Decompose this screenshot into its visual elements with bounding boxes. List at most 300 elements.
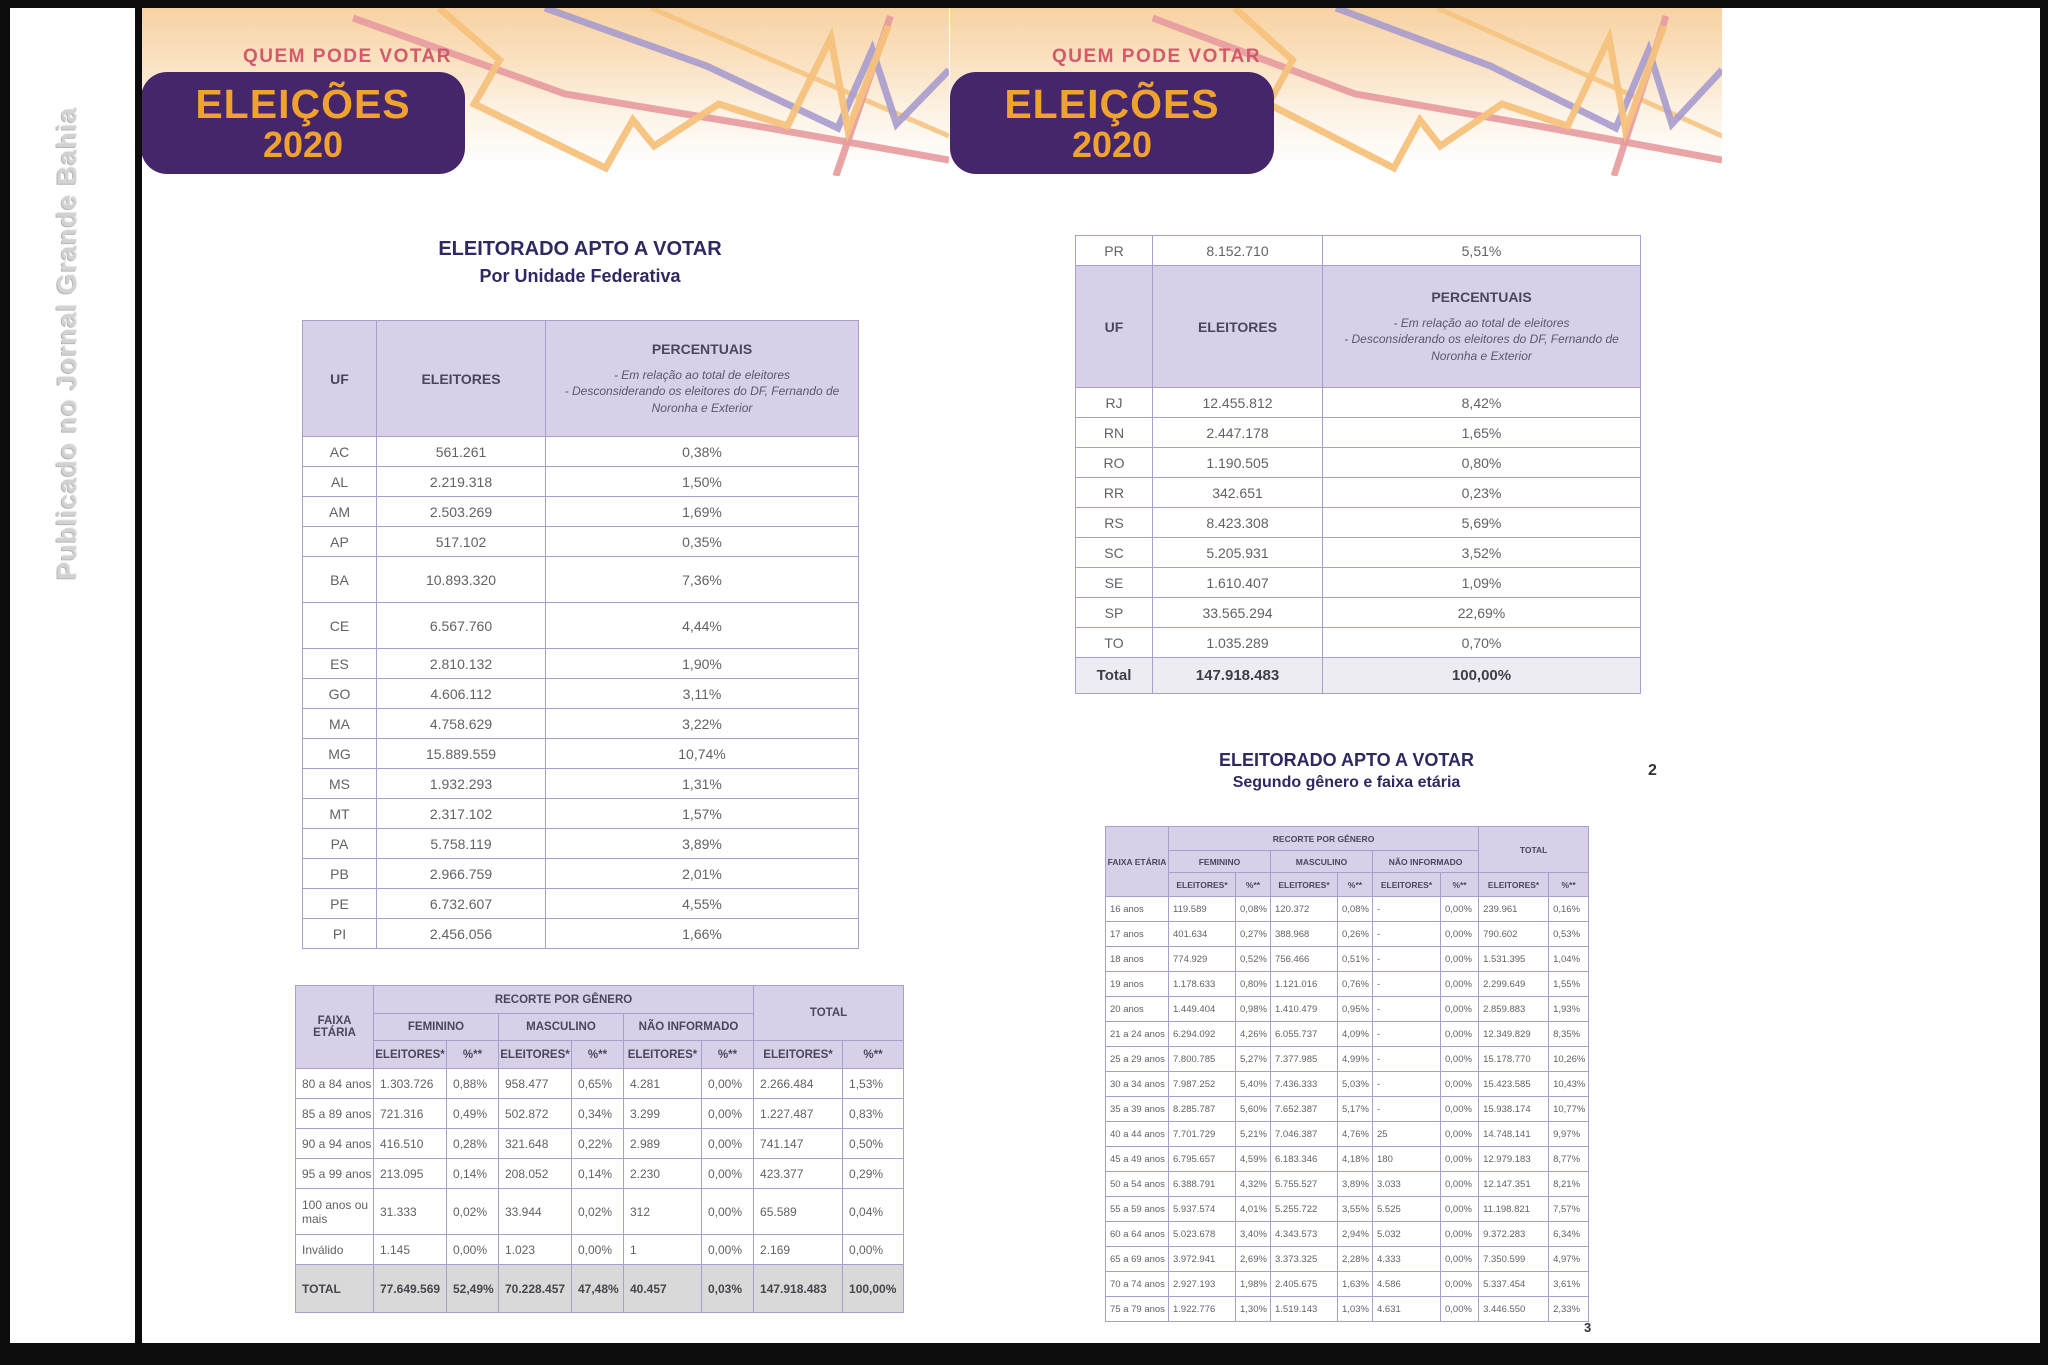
cell-value: 5.032 [1373,1222,1441,1247]
page-number-3: 3 [1584,1320,1592,1335]
elections-title: ELEIÇÕES [195,80,411,127]
page-number-2: 2 [1648,762,1657,779]
column-header-percentuais [546,321,859,437]
cell-value: - [1373,922,1441,947]
cell-eleitores: 8.423.308 [1153,508,1323,538]
cell-value: 0,26% [1338,922,1373,947]
cell-value: 5,17% [1338,1097,1373,1122]
column-header-recorte-genero: RECORTE POR GÊNERO [374,986,754,1014]
cell-value: 0,00% [702,1235,754,1265]
cell-uf: PA [303,829,377,859]
cell-eleitores: 4.758.629 [377,709,546,739]
column-header-nao-informado: NÃO INFORMADO [624,1014,754,1041]
cell-faixa: 19 anos [1106,972,1169,997]
percentuais-note [546,367,858,416]
cell-uf: SC [1076,538,1153,568]
cell-value: 1,03% [1338,1297,1373,1322]
header-eyebrow: QUEM PODE VOTAR [1052,46,1261,67]
cell-eleitores: 1.932.293 [377,769,546,799]
cell-value: 4,99% [1338,1047,1373,1072]
cell-value: 4.631 [1373,1297,1441,1322]
cell-percentual: 3,11% [546,679,859,709]
cell-value: 2,94% [1338,1222,1373,1247]
age-gender-table-left [295,985,904,1313]
cell-value: 0,14% [572,1159,624,1189]
cell-value: 1,55% [1549,972,1589,997]
cell-value: 0,27% [1236,922,1271,947]
cell-value: - [1373,1072,1441,1097]
cell-faixa: 65 a 69 anos [1106,1247,1169,1272]
column-header-recorte-genero: RECORTE POR GÊNERO [1169,827,1479,851]
cell-value: 0,00% [1441,1147,1479,1172]
table-row [1106,1297,1589,1322]
cell-percentual: 10,74% [546,739,859,769]
cell-value: 4,09% [1338,1022,1373,1047]
cell-value: 47,48% [572,1265,624,1313]
column-header-eleitores: ELEITORES [377,321,546,437]
cell-eleitores: 10.893.320 [377,557,546,603]
elections-badge [141,72,465,174]
cell-value: 7.800.785 [1169,1047,1236,1072]
cell-faixa: Inválido [296,1235,374,1265]
cell-value: 9,97% [1549,1122,1589,1147]
table-row [303,919,859,949]
cell-value: 2,69% [1236,1247,1271,1272]
column-header-eleitores: ELEITORES* [374,1041,447,1069]
cell-value: 4,32% [1236,1172,1271,1197]
cell-value: 1.449.404 [1169,997,1236,1022]
cell-value: 0,02% [572,1189,624,1235]
cell-faixa: 16 anos [1106,897,1169,922]
cell-faixa: 35 a 39 anos [1106,1097,1169,1122]
cell-value: - [1373,1097,1441,1122]
cell-uf: RN [1076,418,1153,448]
elections-year: 2020 [262,123,344,165]
table-row [303,679,859,709]
cell-eleitores: 33.565.294 [1153,598,1323,628]
cell-value: 7.350.599 [1479,1247,1549,1272]
column-header-pct: %** [572,1041,624,1069]
column-header-pct: %** [1236,873,1271,897]
cell-value: 4,18% [1338,1147,1373,1172]
cell-value: 180 [1373,1147,1441,1172]
cell-value: 1.145 [374,1235,447,1265]
cell-value: 2.230 [624,1159,702,1189]
cell-value: 0,83% [843,1099,904,1129]
cell-value: 0,29% [843,1159,904,1189]
cell-value: 756.466 [1271,947,1338,972]
cell-value: 12.979.183 [1479,1147,1549,1172]
cell-value: 3.446.550 [1479,1297,1549,1322]
table-row [296,1129,904,1159]
note-line-2: - Desconsiderando os eleitores do DF, Fernando de Noronha e Exterior [1344,332,1619,363]
cell-uf: BA [303,557,377,603]
cell-value: 8,77% [1549,1147,1589,1172]
cell-eleitores: 6.567.760 [377,603,546,649]
cell-value: 3,61% [1549,1272,1589,1297]
cell-value: 0,00% [1441,972,1479,997]
table-row [1106,922,1589,947]
cell-value: 3.373.325 [1271,1247,1338,1272]
cell-eleitores: 12.455.812 [1153,388,1323,418]
cell-value: 0,00% [1441,947,1479,972]
table-row [1076,388,1641,418]
column-header-eleitores: ELEITORES* [1271,873,1338,897]
elections-badge [950,72,1274,174]
cell-uf: ES [303,649,377,679]
cell-value: 0,00% [1441,1097,1479,1122]
cell-value: - [1373,997,1441,1022]
cell-value: 239.961 [1479,897,1549,922]
section-title-left: ELEITORADO APTO A VOTAR [438,238,722,260]
cell-value: 70.228.457 [499,1265,572,1313]
cell-value: 2,33% [1549,1297,1589,1322]
uf-table-left [302,320,859,949]
cell-value: 1.178.633 [1169,972,1236,997]
document-paper [10,8,2040,1343]
cell-value: 1.303.726 [374,1069,447,1099]
column-header-masculino: MASCULINO [1271,851,1373,873]
cell-eleitores: 147.918.483 [1153,658,1323,694]
cell-value: 40.457 [624,1265,702,1313]
percentuais-title: PERCENTUAIS [651,341,753,358]
cell-value: 25 [1373,1122,1441,1147]
cell-value: 10,43% [1549,1072,1589,1097]
cell-value: 4.333 [1373,1247,1441,1272]
cell-value: 3,40% [1236,1222,1271,1247]
cell-value: 120.372 [1271,897,1338,922]
table-row [1106,1197,1589,1222]
cell-value: 423.377 [754,1159,843,1189]
table-header-row [296,1041,904,1069]
cell-uf: AM [303,497,377,527]
table-row [1076,568,1641,598]
cell-faixa: TOTAL [296,1265,374,1313]
cell-value: 4,59% [1236,1147,1271,1172]
cell-uf: AC [303,437,377,467]
cell-faixa: 18 anos [1106,947,1169,972]
column-header-pct: %** [1549,873,1589,897]
cell-value: 4,26% [1236,1022,1271,1047]
cell-value: 33.944 [499,1189,572,1235]
cell-faixa: 50 a 54 anos [1106,1172,1169,1197]
cell-value: 0,00% [702,1129,754,1159]
cell-percentual: 1,57% [546,799,859,829]
cell-percentual: 4,44% [546,603,859,649]
cell-value: 7.436.333 [1271,1072,1338,1097]
section-subtitle-right: Segundo gênero e faixa etária [1232,774,1461,791]
cell-uf: MT [303,799,377,829]
table-row [303,709,859,739]
cell-uf: SE [1076,568,1153,598]
cell-value: 1.531.395 [1479,947,1549,972]
cell-uf: RS [1076,508,1153,538]
uf-table-right [1075,235,1641,694]
cell-value: 6.055.737 [1271,1022,1338,1047]
cell-value: 10,77% [1549,1097,1589,1122]
cell-value: 0,03% [702,1265,754,1313]
cell-value: 6.294.092 [1169,1022,1236,1047]
column-header-eleitores: ELEITORES [1153,266,1323,388]
cell-faixa: 70 a 74 anos [1106,1272,1169,1297]
column-header-eleitores: ELEITORES* [1373,873,1441,897]
table-row [303,739,859,769]
watermark-text: Publicado no Jornal Grande Bahia [52,106,82,580]
cell-value: 5,21% [1236,1122,1271,1147]
cell-eleitores: 2.503.269 [377,497,546,527]
cell-value: 8,21% [1549,1172,1589,1197]
column-header-uf: UF [1076,266,1153,388]
cell-value: 0,80% [1236,972,1271,997]
table-row [1076,508,1641,538]
cell-value: 7.046.387 [1271,1122,1338,1147]
cell-value: 5.023.678 [1169,1222,1236,1247]
cell-value: 0,34% [572,1099,624,1129]
cell-value: 0,04% [843,1189,904,1235]
cell-faixa: 95 a 99 anos [296,1159,374,1189]
cell-value: 0,00% [1441,997,1479,1022]
cell-value: 5,03% [1338,1072,1373,1097]
cell-value: 0,00% [1441,1172,1479,1197]
cell-percentual: 1,90% [546,649,859,679]
table-row [1076,478,1641,508]
cell-value: 6.795.657 [1169,1147,1236,1172]
cell-value: 1.023 [499,1235,572,1265]
cell-percentual: 0,23% [1323,478,1641,508]
table-row [1106,947,1589,972]
cell-value: 7.987.252 [1169,1072,1236,1097]
cell-percentual: 1,09% [1323,568,1641,598]
cell-value: 7.377.985 [1271,1047,1338,1072]
cell-value: 77.649.569 [374,1265,447,1313]
table-row [303,467,859,497]
table-row [296,1069,904,1099]
cell-faixa: 85 a 89 anos [296,1099,374,1129]
cell-value: 15.938.174 [1479,1097,1549,1122]
cell-value: 1.922.776 [1169,1297,1236,1322]
cell-value: 2.859.883 [1479,997,1549,1022]
cell-percentual: 4,55% [546,889,859,919]
cell-value: 721.316 [374,1099,447,1129]
cell-value: 2.266.484 [754,1069,843,1099]
note-line-1: - Em relação ao total de eleitores [1393,316,1570,331]
cell-value: 790.602 [1479,922,1549,947]
cell-value: 5.755.527 [1271,1172,1338,1197]
cell-eleitores: 15.889.559 [377,739,546,769]
cell-value: 0,00% [1441,1022,1479,1047]
cell-value: 502.872 [499,1099,572,1129]
cell-value: 1,98% [1236,1272,1271,1297]
cell-value: 3.033 [1373,1172,1441,1197]
cell-value: 0,00% [1441,1297,1479,1322]
cell-percentual: 1,66% [546,919,859,949]
cell-value: 1 [624,1235,702,1265]
elections-title: ELEIÇÕES [1004,80,1220,127]
column-header-pct: %** [1338,873,1373,897]
cell-value: 0,02% [447,1189,499,1235]
cell-value: 1,30% [1236,1297,1271,1322]
cell-value: 958.477 [499,1069,572,1099]
cell-value: - [1373,1022,1441,1047]
cell-value: 0,00% [702,1069,754,1099]
cell-percentual: 5,69% [1323,508,1641,538]
cell-value: 1.121.016 [1271,972,1338,997]
column-header-eleitores: ELEITORES* [1169,873,1236,897]
cell-value: 0,52% [1236,947,1271,972]
cell-value: 4,01% [1236,1197,1271,1222]
table-row [1106,972,1589,997]
cell-value: 0,49% [447,1099,499,1129]
cell-eleitores: 2.966.759 [377,859,546,889]
cell-value: 5.337.454 [1479,1272,1549,1297]
cell-percentual: 1,69% [546,497,859,527]
cell-faixa: 45 a 49 anos [1106,1147,1169,1172]
column-header-pct: %** [843,1041,904,1069]
cell-value: 6,34% [1549,1222,1589,1247]
table-row [1106,1072,1589,1097]
cell-uf: PE [303,889,377,919]
column-header-eleitores: ELEITORES* [1479,873,1549,897]
table-row [1076,448,1641,478]
cell-value: 312 [624,1189,702,1235]
cell-faixa: 75 a 79 anos [1106,1297,1169,1322]
column-header-pct: %** [447,1041,499,1069]
cell-eleitores: 2.456.056 [377,919,546,949]
header-eyebrow: QUEM PODE VOTAR [243,46,452,67]
table-header-row [296,986,904,1014]
cell-value: 3,55% [1338,1197,1373,1222]
table-row [296,1265,904,1313]
elections-year: 2020 [1071,123,1153,165]
cell-faixa: 90 a 94 anos [296,1129,374,1159]
cell-eleitores: 2.219.318 [377,467,546,497]
table-row [303,799,859,829]
cell-faixa: 21 a 24 anos [1106,1022,1169,1047]
table-row [1106,1247,1589,1272]
cell-value: 774.929 [1169,947,1236,972]
cell-faixa: 20 anos [1106,997,1169,1022]
cell-eleitores: 342.651 [1153,478,1323,508]
cell-value: 12.147.351 [1479,1172,1549,1197]
table-row [303,859,859,889]
cell-faixa: 80 a 84 anos [296,1069,374,1099]
cell-uf: MS [303,769,377,799]
cell-value: 388.968 [1271,922,1338,947]
cell-percentual: 8,42% [1323,388,1641,418]
cell-value: 0,76% [1338,972,1373,997]
table-row [296,1189,904,1235]
table-row [1106,997,1589,1022]
age-gender-table-right [1105,826,1589,1322]
cell-percentual: 2,01% [546,859,859,889]
cell-value: 0,00% [702,1189,754,1235]
cell-value: 7.652.387 [1271,1097,1338,1122]
cell-percentual: 0,70% [1323,628,1641,658]
cell-uf: RO [1076,448,1153,478]
table-row [1106,1272,1589,1297]
table-row [1076,538,1641,568]
cell-percentual: 1,50% [546,467,859,497]
cell-eleitores: 517.102 [377,527,546,557]
column-header-total: TOTAL [1479,827,1589,873]
cell-value: 0,88% [447,1069,499,1099]
cell-value: 4,76% [1338,1122,1373,1147]
section-title-right: ELEITORADO APTO A VOTAR [1218,750,1474,770]
cell-value: 100,00% [843,1265,904,1313]
cell-uf: GO [303,679,377,709]
table-header-row [1106,873,1589,897]
cell-value: 0,00% [1441,1272,1479,1297]
cell-percentual: 5,51% [1323,236,1641,266]
table-row [1106,1047,1589,1072]
cell-value: 0,00% [1441,897,1479,922]
cell-value: 0,51% [1338,947,1373,972]
column-header-pct: %** [702,1041,754,1069]
cell-value: 0,00% [1441,1072,1479,1097]
cell-value: 0,00% [1441,1047,1479,1072]
cell-value: 15.178.770 [1479,1047,1549,1072]
cell-value: 0,00% [447,1235,499,1265]
table-header-row [303,321,859,437]
cell-percentual: 1,31% [546,769,859,799]
note-line-1: - Em relação ao total de eleitores [613,368,791,383]
cell-eleitores: 1.035.289 [1153,628,1323,658]
sidebar-divider [135,8,142,1343]
cell-value: 5.525 [1373,1197,1441,1222]
cell-faixa: 100 anos ou mais [296,1189,374,1235]
cell-value: 65.589 [754,1189,843,1235]
cell-value: 3.299 [624,1099,702,1129]
column-header-eleitores: ELEITORES* [624,1041,702,1069]
cell-value: 14.748.141 [1479,1122,1549,1147]
column-header-nao-informado: NÃO INFORMADO [1373,851,1479,873]
cell-value: 12.349.829 [1479,1022,1549,1047]
cell-value: 0,98% [1236,997,1271,1022]
cell-value: 0,00% [1441,1222,1479,1247]
cell-value: 8,35% [1549,1022,1589,1047]
cell-value: 0,00% [1441,922,1479,947]
cell-faixa: 40 a 44 anos [1106,1122,1169,1147]
cell-percentual: 0,38% [546,437,859,467]
table-row [303,649,859,679]
cell-value: 15.423.585 [1479,1072,1549,1097]
cell-percentual: 1,65% [1323,418,1641,448]
table-row [296,1159,904,1189]
cell-value: 2.169 [754,1235,843,1265]
cell-value: 0,95% [1338,997,1373,1022]
table-row [1076,658,1641,694]
cell-value: 208.052 [499,1159,572,1189]
table-row [1076,236,1641,266]
cell-value: 416.510 [374,1129,447,1159]
cell-eleitores: 2.810.132 [377,649,546,679]
cell-value: - [1373,947,1441,972]
cell-percentual: 3,22% [546,709,859,739]
cell-uf: MG [303,739,377,769]
column-header-pct: %** [1441,873,1479,897]
cell-percentual: 3,89% [546,829,859,859]
section-subtitle-left: Por Unidade Federativa [479,266,681,286]
table-row [303,557,859,603]
table-row [1076,418,1641,448]
cell-uf: SP [1076,598,1153,628]
cell-uf: PB [303,859,377,889]
cell-value: 1,53% [843,1069,904,1099]
cell-value: - [1373,972,1441,997]
cell-value: 0,16% [1549,897,1589,922]
table-row [303,603,859,649]
cell-value: 2.299.649 [1479,972,1549,997]
